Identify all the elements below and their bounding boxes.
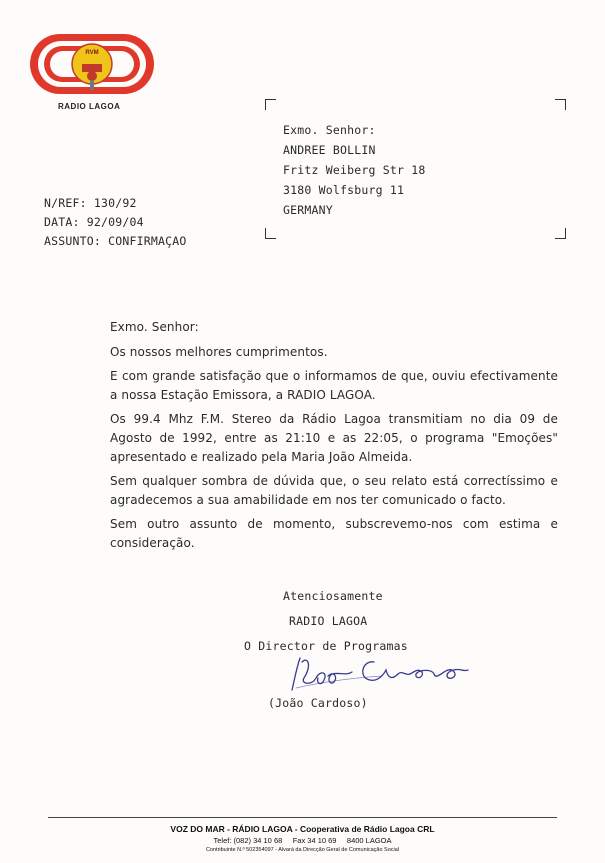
signature-graphic <box>282 648 472 698</box>
signature-text <box>472 648 473 649</box>
address-bracket-bottom-right <box>555 228 566 239</box>
letter-paragraph: Os 99.4 Mhz F.M. Stereo da Rádio Lagoa transmitiam no dia 09 de Agosto de 1992, entre as 21:10 e as 22:05, o programa "Emoções" apresentado e realizado pela Maria João Almeida. <box>110 412 558 464</box>
footer-contact: Telef: (082) 34 10 68 Fax 34 10 69 8400 LAGOA <box>213 836 392 845</box>
footer <box>0 823 605 855</box>
reference-subject: ASSUNTO: CONFIRMAÇAO <box>44 234 187 248</box>
recipient-address <box>283 120 425 220</box>
footer-company: VOZ DO MAR - RÁDIO LAGOA - Cooperativa de Rádio Lagoa CRL <box>170 824 435 834</box>
closing-title: O Director de Programas <box>244 639 408 653</box>
footer-registration: Contribuinte N.º 502354097 - Alvará da Direcção Geral de Comunicação Social <box>205 847 400 853</box>
logo-graphic <box>28 30 156 102</box>
address-bracket-bottom-left <box>265 228 276 239</box>
closing-regards: Atenciosamente <box>283 589 383 603</box>
footer-divider <box>48 817 557 818</box>
letter-paragraph: Os nossos melhores cumprimentos. <box>110 345 328 359</box>
recipient-city: 3180 Wolfsburg 11 <box>283 183 405 197</box>
recipient-country: GERMANY <box>283 203 333 217</box>
recipient-street: Fritz Weiberg Str 18 <box>283 163 426 177</box>
letter-body <box>110 318 558 558</box>
closing-signer: (João Cardoso) <box>268 696 368 710</box>
address-bracket-top-left <box>265 99 276 110</box>
logo-station-name: RADIO LAGOA <box>58 102 121 111</box>
logo-rvm-text: RVM <box>85 50 99 56</box>
reference-block <box>44 194 186 251</box>
recipient-name: ANDREE BOLLIN <box>283 143 376 157</box>
address-bracket-top-right <box>555 99 566 110</box>
reference-date: DATA: 92/09/04 <box>44 215 144 229</box>
handwritten-signature <box>282 648 472 698</box>
recipient-greeting: Exmo. Senhor: <box>283 123 376 137</box>
letter-paragraph: E com grande satisfação que o informamos de que, ouviu efectivamente a nossa Estação Emissora, a RADIO LAGOA. <box>110 369 558 402</box>
letter-paragraph: Sem outro assunto de momento, subscrevemo-nos com estima e consideração. <box>110 517 558 550</box>
reference-number: N/REF: 130/92 <box>44 196 137 210</box>
letter-salutation: Exmo. Senhor: <box>110 320 199 334</box>
letter-paragraph: Sem qualquer sombra de dúvida que, o seu relato está correctíssimo e agradecemos a sua amabilidade em nos ter comunicado o facto. <box>110 474 558 507</box>
station-logo <box>28 30 156 102</box>
closing-station: RADIO LAGOA <box>289 614 368 628</box>
